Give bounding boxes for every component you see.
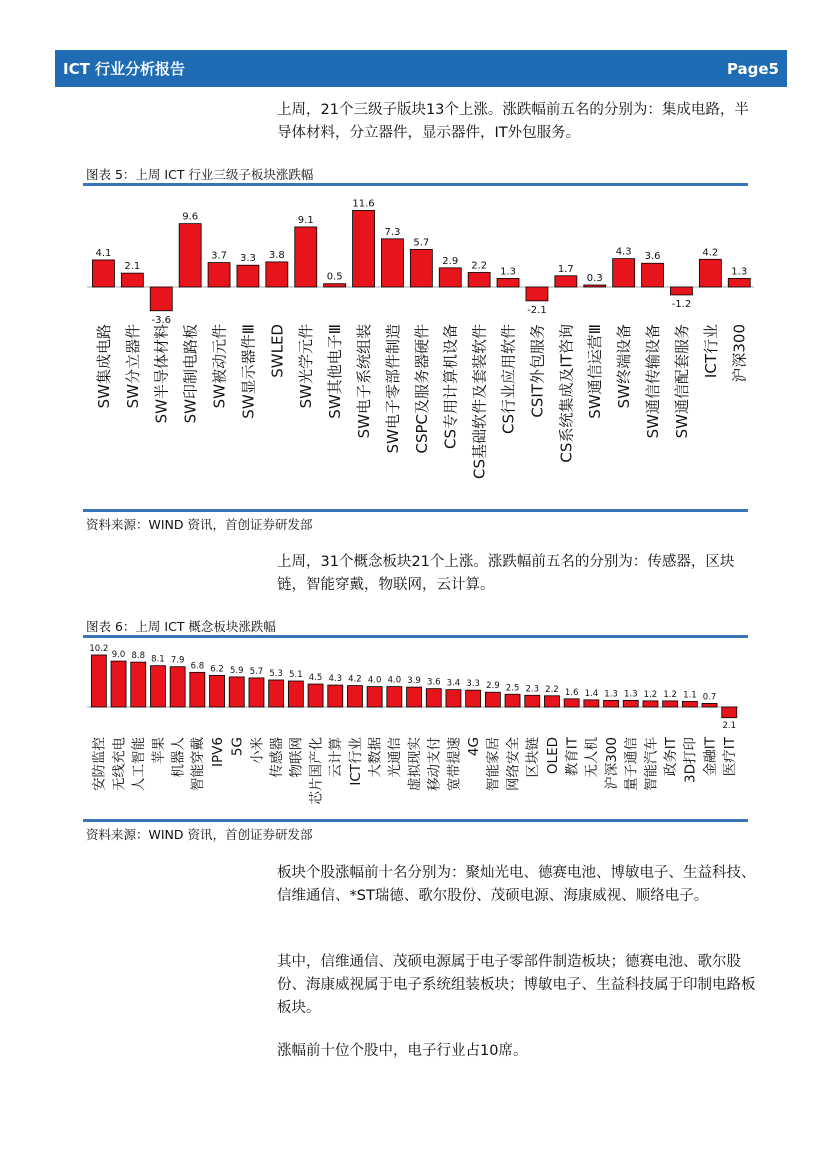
paragraph-subsector-summary: 上周，21个三级子版块13个上涨。涨跌幅前五名的分别为：集成电路，半导体材料，分立器件，显示器件，IT外包服务。	[277, 102, 749, 141]
category-label: SW电子零部件制造	[383, 324, 402, 454]
category-label: SW分立器件	[123, 324, 142, 409]
paragraph-electronics-share: 涨幅前十位个股中，电子行业占10席。	[277, 1043, 528, 1059]
data-label: 2.1	[722, 721, 737, 732]
data-label: 4.2	[348, 674, 362, 685]
data-label: 2.5	[505, 683, 520, 694]
data-label: 1.3	[623, 689, 638, 700]
category-label: 安防监控	[91, 737, 108, 791]
bar	[324, 284, 346, 287]
category-label: IPV6	[209, 737, 226, 767]
page-header	[55, 50, 787, 87]
data-label: 1.2	[643, 689, 658, 700]
category-label: 医疗IT	[722, 737, 739, 777]
bar	[604, 700, 619, 707]
category-label: 虚拟现实	[406, 737, 423, 791]
data-label: 1.7	[557, 263, 574, 275]
data-label: -2.1	[527, 304, 547, 316]
category-label: 芯片国产化	[308, 737, 325, 805]
bar	[407, 687, 422, 707]
data-label: 1.6	[564, 687, 579, 698]
data-label: 2.2	[471, 260, 488, 272]
data-label: 6.2	[210, 664, 224, 675]
data-label: 3.9	[407, 676, 421, 687]
category-label: SW终端设备	[615, 324, 634, 409]
bar	[525, 695, 540, 707]
data-label: 11.6	[352, 198, 375, 210]
bar	[446, 690, 461, 707]
data-label: 4.5	[308, 673, 323, 684]
category-label: SW光学元件	[297, 324, 316, 409]
data-label: 6.8	[190, 661, 205, 672]
category-label: 教育IT	[564, 737, 581, 777]
data-label: 4.3	[328, 674, 343, 685]
bar	[295, 227, 317, 287]
figure6-bottom-rule	[83, 819, 748, 822]
bar	[682, 701, 697, 707]
category-label: 小米	[249, 737, 266, 764]
figure6-chart	[83, 640, 748, 818]
data-label: 9.1	[297, 214, 314, 226]
data-label: 0.3	[586, 273, 603, 285]
bar	[485, 692, 500, 707]
bar	[505, 694, 520, 707]
page-number: Page5	[726, 59, 779, 78]
category-label: 沪深300	[603, 737, 620, 790]
bar	[526, 287, 548, 301]
bar	[468, 272, 490, 287]
data-label: -1.2	[671, 298, 692, 310]
category-label: SW印制电路板	[181, 324, 200, 424]
paragraph-top-stocks: 板块个股涨幅前十名分别为：聚灿光电、德赛电池、博敏电子、生益科技、信维通信、*ST瑞德、歌尔股份、茂硕电源、海康威视、顺络电子。	[277, 865, 756, 904]
data-label: 2.2	[545, 684, 559, 695]
category-label: OLED	[544, 737, 561, 775]
data-label: 2.3	[525, 684, 540, 695]
category-label: 智能家居	[485, 737, 502, 791]
report-title: ICT 行业分析报告	[63, 60, 186, 78]
data-label: 2.1	[124, 261, 141, 273]
data-label: 7.3	[384, 226, 401, 238]
category-label: 宽带提速	[446, 737, 463, 791]
bar	[564, 699, 579, 707]
category-label: CS基础软件及套装软件	[470, 324, 489, 479]
data-label: 1.3	[731, 266, 748, 278]
bar	[210, 675, 225, 707]
data-label: 5.7	[413, 237, 430, 249]
data-label: 0.7	[702, 692, 717, 703]
bar	[91, 655, 106, 707]
figure6-top-rule	[83, 635, 748, 638]
data-label: 3.6	[644, 251, 661, 263]
bar	[728, 278, 750, 287]
bar	[328, 685, 343, 707]
bar	[387, 687, 402, 707]
bar	[555, 276, 577, 287]
data-label: 3.4	[446, 678, 461, 689]
data-label: 1.1	[683, 690, 697, 701]
bar	[544, 696, 559, 707]
data-label: 10.2	[89, 643, 109, 654]
data-label: 3.6	[426, 677, 441, 688]
category-label: 智能穿戴	[190, 737, 207, 791]
bar	[702, 703, 717, 707]
category-label: SW被动元件	[210, 324, 229, 409]
category-label: 5G	[229, 737, 246, 757]
data-label: 4.2	[702, 247, 719, 259]
bar	[131, 662, 146, 707]
data-label: 4.3	[615, 246, 632, 258]
category-label: 物联网	[288, 737, 305, 778]
bar	[466, 690, 481, 707]
bar	[613, 259, 635, 287]
bar	[269, 680, 284, 707]
bar	[643, 701, 658, 707]
category-label: CS行业应用软件	[499, 324, 518, 434]
bar	[288, 681, 303, 707]
data-label: 9.6	[182, 211, 199, 223]
data-label: 3.8	[268, 249, 285, 261]
paragraph-stock-sectors: 其中，信维通信、茂硕电源属于电子零部件制造板块；德赛电池、歌尔股份、海康威视属于电子系统组装板块；博敏电子、生益科技属于印制电路板板块。	[277, 954, 756, 1016]
category-label: 移动支付	[426, 737, 443, 791]
bar	[642, 263, 664, 287]
category-label: 金融IT	[702, 737, 719, 777]
bar	[121, 273, 143, 287]
bar	[266, 262, 288, 287]
category-label: 网络安全	[505, 737, 522, 791]
category-label: SW半导体材料	[152, 324, 171, 424]
bar	[150, 666, 165, 707]
data-label: 5.7	[249, 666, 264, 677]
bar	[179, 224, 201, 287]
data-label: 3.3	[239, 253, 256, 265]
bar	[308, 684, 323, 707]
category-label: 4G	[466, 737, 483, 757]
data-label: 0.5	[326, 271, 343, 283]
category-label: SW显示器件Ⅲ	[239, 324, 258, 419]
data-label: 8.8	[131, 651, 146, 662]
data-label: 8.1	[151, 654, 165, 665]
data-label: 5.3	[269, 668, 283, 679]
figure6-title: 图表 6：上周 ICT 概念板块涨跌幅	[86, 619, 276, 634]
data-label: 4.0	[367, 675, 382, 686]
bar	[111, 661, 126, 707]
data-label: 1.2	[663, 689, 677, 700]
figure6-source: 资料来源：WIND 资讯，首创证券研发部	[86, 827, 313, 842]
data-label: 4.0	[387, 675, 402, 686]
category-label: 机器人	[170, 737, 187, 778]
figure5-bottom-rule	[83, 509, 748, 512]
data-label: 2.9	[442, 255, 459, 267]
category-label: SW通信传输设备	[643, 324, 662, 439]
bar	[92, 260, 114, 287]
category-label: ICT行业	[347, 737, 364, 786]
category-label: CS专用计算机设备	[441, 324, 460, 449]
category-label: 大数据	[367, 737, 384, 778]
bar	[584, 700, 599, 707]
category-label: 区块链	[525, 737, 542, 778]
bar	[170, 667, 185, 707]
data-label: 1.4	[584, 688, 599, 699]
bar	[722, 707, 737, 718]
category-label: 沪深300	[730, 324, 749, 383]
bar	[353, 210, 375, 287]
category-label: 传感器	[269, 737, 286, 778]
data-label: 5.1	[289, 669, 303, 680]
data-label: 3.7	[211, 250, 228, 262]
category-label: 无人机	[584, 737, 601, 778]
data-label: 1.3	[604, 689, 618, 700]
bar	[150, 287, 172, 311]
category-label: 智能汽车	[643, 737, 660, 791]
bar	[229, 677, 244, 707]
figure5-top-rule	[83, 183, 748, 186]
bar	[497, 278, 519, 287]
category-label: SWLED	[268, 324, 287, 378]
category-label: SW通信配套服务	[672, 324, 691, 439]
bar	[426, 689, 441, 707]
data-label: 7.9	[170, 655, 185, 666]
bar	[663, 701, 678, 707]
category-label: 无线充电	[111, 737, 128, 791]
data-label: 1.3	[500, 266, 517, 278]
figure5-chart	[83, 190, 748, 508]
bar	[584, 285, 606, 287]
bar	[367, 687, 382, 707]
category-label: CSIT外包服务	[528, 324, 547, 418]
category-label: 量子通信	[623, 737, 640, 791]
category-label: 苹果	[150, 737, 167, 764]
bar	[249, 678, 264, 707]
bar	[410, 249, 432, 287]
bar	[623, 700, 638, 707]
category-label: ICT行业	[701, 324, 720, 379]
category-label: CSPC及服务器硬件	[412, 324, 431, 454]
figure5-source: 资料来源：WIND 资讯，首创证券研发部	[86, 517, 313, 532]
paragraph-concept-summary: 上周，31个概念板块21个上涨。涨跌幅前五名的分别为：传感器，区块链，智能穿戴，物联网，云计算。	[277, 554, 735, 593]
category-label: SW其他电子Ⅲ	[326, 324, 345, 419]
bar	[699, 259, 721, 287]
category-label: SW集成电路	[94, 324, 113, 409]
category-label: SW通信运营Ⅲ	[586, 324, 605, 419]
data-label: 3.3	[466, 679, 480, 690]
bar	[347, 686, 362, 707]
category-label: 云计算	[328, 737, 345, 778]
category-label: 光通信	[387, 737, 404, 778]
bar	[208, 263, 230, 287]
category-label: CS系统集成及IT咨询	[557, 324, 576, 463]
data-label: 2.9	[486, 681, 500, 692]
data-label: 9.0	[111, 650, 126, 661]
data-label: -3.6	[151, 314, 172, 326]
bar	[381, 239, 403, 287]
bar	[439, 268, 461, 287]
category-label: SW电子系统组装	[354, 324, 373, 439]
category-label: 3D打印	[682, 737, 699, 783]
category-label: 人工智能	[131, 737, 148, 791]
bar	[670, 287, 692, 295]
category-label: 政务IT	[663, 737, 680, 777]
bar	[237, 265, 259, 287]
data-label: 5.9	[229, 665, 244, 676]
bar	[190, 672, 205, 707]
figure5-title: 图表 5：上周 ICT 行业三级子板块涨跌幅	[86, 167, 314, 182]
data-label: 4.1	[95, 247, 112, 259]
